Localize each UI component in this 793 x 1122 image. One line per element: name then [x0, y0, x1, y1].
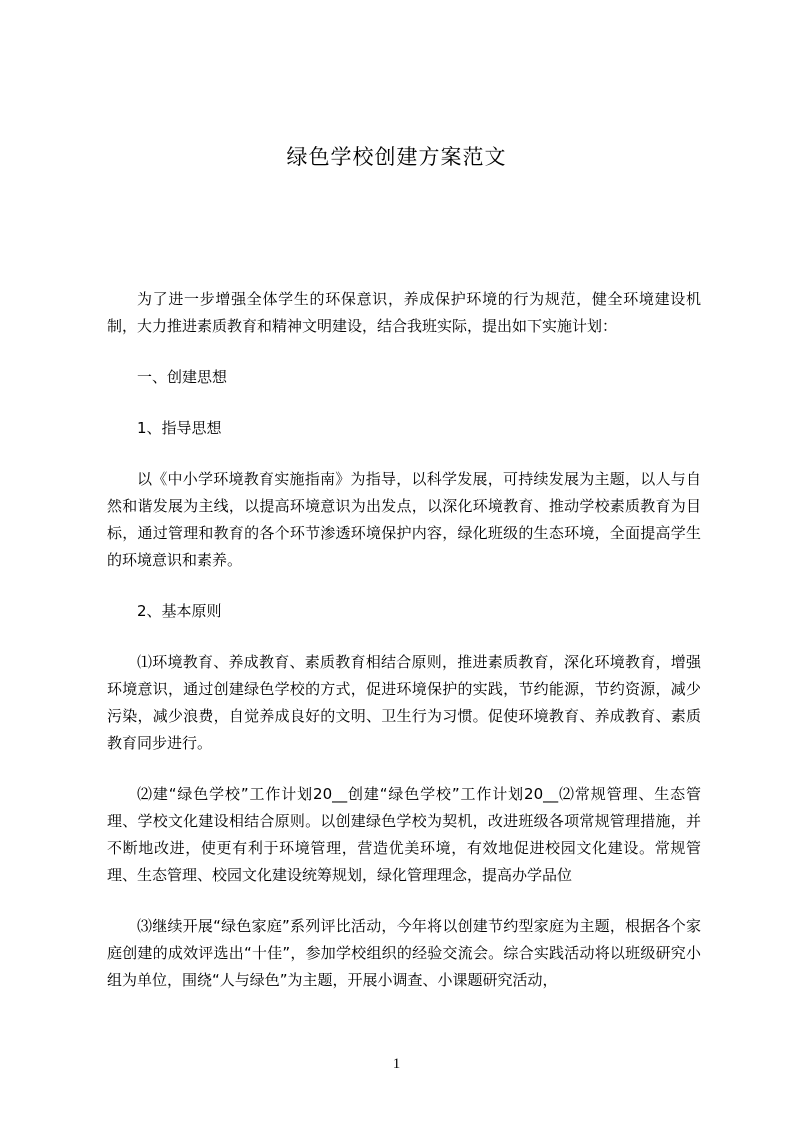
principle-2-paragraph: ⑵建“绿色学校”工作计划20__创建“绿色学校”工作计划20__⑵常规管理、生态管理、学校文化建设相结合原则。以创建绿色学校为契机，改进班级各项常规管理措施，并不断地改进，使更有利于环境管理，营造优美环境，有效地促进校园文化建设。常规管理、生态管理、校园文化建设统筹规划，绿化管理理念，提高办学品位 — [107, 785, 701, 884]
principle-1-paragraph: ⑴环境教育、养成教育、素质教育相结合原则，推进素质教育，深化环境教育，增强环境意识，通过创建绿色学校的方式，促进环境保护的实践，节约能源，节约资源，减少污染，减少浪费，自觉养成良好的文明、卫生行为习惯。促使环境教育、养成教育、素质教育同步进行。 — [107, 653, 701, 752]
document-title: 绿色学校创建方案范文 — [286, 145, 507, 169]
subheading-basic-principles: 2、基本原则 — [137, 602, 222, 620]
intro-paragraph: 为了进一步增强全体学生的环保意识，养成保护环境的行为规范，健全环境建设机制，大力推进素质教育和精神文明建设，结合我班实际，提出如下实施计划： — [107, 290, 701, 335]
subheading-guiding-thought: 1、指导思想 — [137, 419, 222, 437]
document-body — [107, 286, 701, 994]
section-heading-creation-thought: 一、创建思想 — [137, 368, 228, 386]
guiding-thought-paragraph: 以《中小学环境教育实施指南》为指导，以科学发展，可持续发展为主题，以人与自然和谐发展为主线，以提高环境意识为出发点，以深化环境教育、推动学校素质教育为目标，通过管理和教育的各个环节渗透环境保护内容，绿化班级的生态环境，全面提高学生的环境意识和素养。 — [107, 470, 701, 569]
principle-3-paragraph: ⑶继续开展“绿色家庭”系列评比活动，今年将以创建节约型家庭为主题，根据各个家庭创建的成效评选出“十佳”，参加学校组织的经验交流会。综合实践活动将以班级研究小组为单位，围绕“人与绿色”为主题，开展小调查、小课题研究活动， — [107, 917, 701, 989]
page-number: 1 — [392, 1056, 401, 1072]
